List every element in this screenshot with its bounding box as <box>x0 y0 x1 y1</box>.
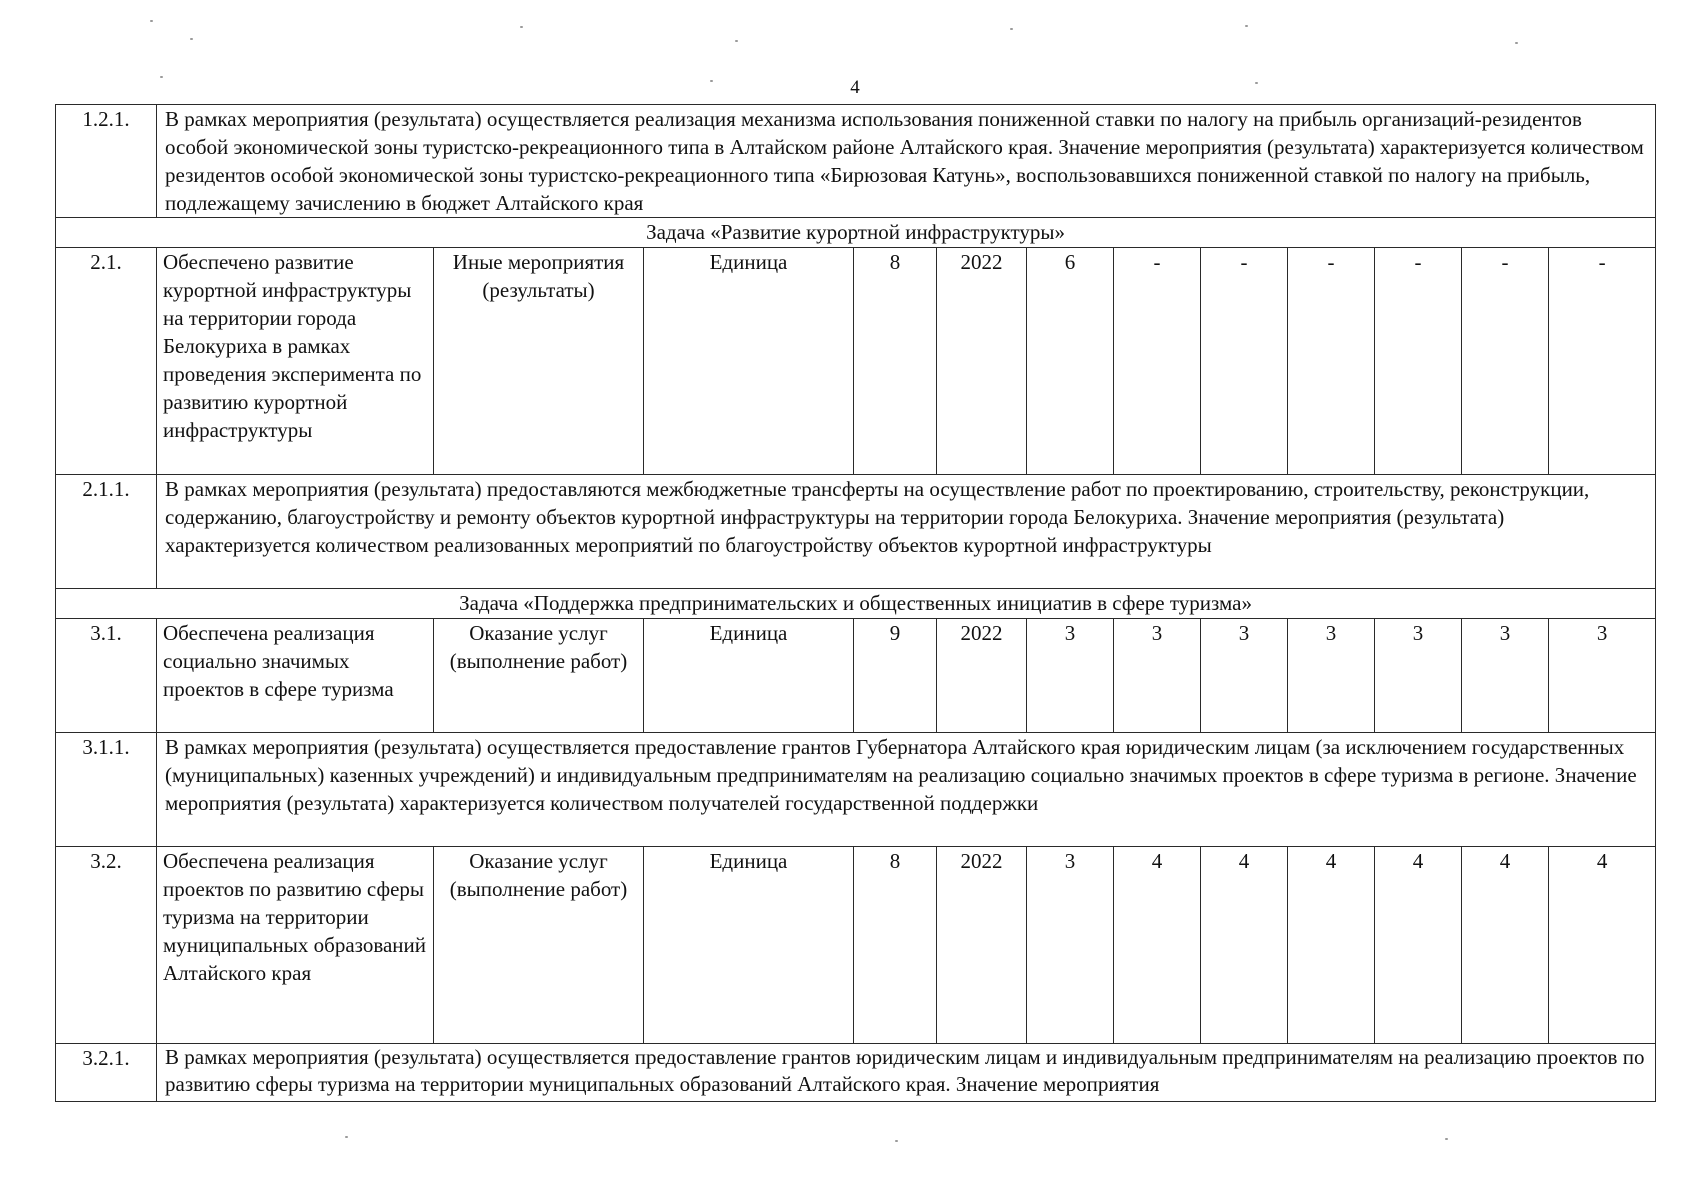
indicator-type: Оказание услуг (выполнение работ) <box>434 847 644 1044</box>
indicator-row <box>56 248 1656 475</box>
scan-speck <box>345 1136 348 1138</box>
indicator-name: Обеспечена реализация социально значимых проектов в сфере туризма <box>157 619 434 733</box>
indicator-type: Оказание услуг (выполнение работ) <box>434 619 644 733</box>
year-value: - <box>1288 248 1375 475</box>
task-header-row <box>56 218 1656 248</box>
task-title: Задача «Поддержка предпринимательских и общественных инициатив в сфере туризма» <box>56 589 1656 619</box>
year-value: 3 <box>1201 619 1288 733</box>
year-value: 4 <box>1288 847 1375 1044</box>
year-value: 3 <box>1549 619 1656 733</box>
unit-of-measure: Единица <box>644 847 854 1044</box>
scan-speck <box>190 38 193 40</box>
unit-code: 8 <box>854 248 937 475</box>
scan-speck <box>1445 1138 1448 1140</box>
scan-speck <box>710 80 713 82</box>
year-value: 4 <box>1462 847 1549 1044</box>
unit-code: 8 <box>854 847 937 1044</box>
year-value: - <box>1462 248 1549 475</box>
base-value: 3 <box>1027 619 1114 733</box>
description-row <box>56 1044 1656 1102</box>
description-text: В рамках мероприятия (результата) осуществляется предоставление грантов юридическим лицам и индивидуальным предпринимателям на реализацию проектов по развитию сферы туризма на территории муниципальных образований Алтайского края. Значение мероприятия <box>157 1044 1656 1102</box>
results-table <box>55 104 1656 1102</box>
scan-speck <box>895 1140 898 1142</box>
base-year: 2022 <box>937 248 1027 475</box>
year-value: 3 <box>1288 619 1375 733</box>
year-value: 4 <box>1201 847 1288 1044</box>
row-number: 2.1.1. <box>56 475 157 589</box>
unit-code: 9 <box>854 619 937 733</box>
task-header-row <box>56 589 1656 619</box>
scan-speck <box>735 40 738 42</box>
year-value: 4 <box>1114 847 1201 1044</box>
year-value: - <box>1375 248 1462 475</box>
scan-speck <box>1010 28 1013 30</box>
description-row <box>56 475 1656 589</box>
base-year: 2022 <box>937 847 1027 1044</box>
year-value: 4 <box>1375 847 1462 1044</box>
year-value: 3 <box>1114 619 1201 733</box>
scan-speck <box>1255 82 1258 84</box>
description-row <box>56 733 1656 847</box>
scan-speck <box>160 76 163 78</box>
year-value: - <box>1114 248 1201 475</box>
indicator-name: Обеспечено развитие курортной инфраструктуры на территории города Белокуриха в рамках проведения эксперимента по развитию курортной инфраструктуры <box>157 248 434 475</box>
row-number: 1.2.1. <box>56 105 157 218</box>
row-number: 2.1. <box>56 248 157 475</box>
description-text: В рамках мероприятия (результата) осуществляется реализация механизма использования пониженной ставки по налогу на прибыль организаций-резидентов особой экономической зоны туристско-рекреационного типа в Алтайском районе Алтайского края. Значение мероприятия (результата) характеризуется количеством резидентов особой экономической зоны туристско-рекреационного типа «Бирюзовая Катунь», воспользовавшихся пониженной ставкой по налогу на прибыль, подлежащему зачислению в бюджет Алтайского края <box>157 105 1656 218</box>
scan-speck <box>1515 42 1518 44</box>
base-value: 3 <box>1027 847 1114 1044</box>
year-value: - <box>1201 248 1288 475</box>
description-row <box>56 105 1656 218</box>
year-value: 3 <box>1462 619 1549 733</box>
indicator-row <box>56 847 1656 1044</box>
indicator-row <box>56 619 1656 733</box>
base-year: 2022 <box>937 619 1027 733</box>
scan-speck <box>1245 25 1248 27</box>
year-value: - <box>1549 248 1656 475</box>
row-number: 3.1. <box>56 619 157 733</box>
unit-of-measure: Единица <box>644 248 854 475</box>
year-value: 3 <box>1375 619 1462 733</box>
base-value: 6 <box>1027 248 1114 475</box>
description-text: В рамках мероприятия (результата) осуществляется предоставление грантов Губернатора Алтайского края юридическим лицам (за исключением государственных (муниципальных) казенных учреждений) и индивидуальным предпринимателям на реализацию социально значимых проектов в сфере туризма в регионе. Значение мероприятия (результата) характеризуется количеством получателей государственной поддержки <box>157 733 1656 847</box>
description-text: В рамках мероприятия (результата) предоставляются межбюджетные трансферты на осуществление работ по проектированию, строительству, реконструкции, содержанию, благоустройству и ремонту объектов курортной инфраструктуры на территории города Белокуриха. Значение мероприятия (результата) характеризуется количеством реализованных мероприятий по благоустройству объектов курортной инфраструктуры <box>157 475 1656 589</box>
indicator-type: Иные мероприятия (результаты) <box>434 248 644 475</box>
unit-of-measure: Единица <box>644 619 854 733</box>
row-number: 3.2.1. <box>56 1044 157 1102</box>
year-value: 4 <box>1549 847 1656 1044</box>
task-title: Задача «Развитие курортной инфраструктуры» <box>56 218 1656 248</box>
page-number: 4 <box>850 77 860 98</box>
scan-speck <box>520 26 523 28</box>
scan-speck <box>150 20 153 22</box>
indicator-name: Обеспечена реализация проектов по развитию сферы туризма на территории муниципальных образований Алтайского края <box>157 847 434 1044</box>
row-number: 3.2. <box>56 847 157 1044</box>
row-number: 3.1.1. <box>56 733 157 847</box>
